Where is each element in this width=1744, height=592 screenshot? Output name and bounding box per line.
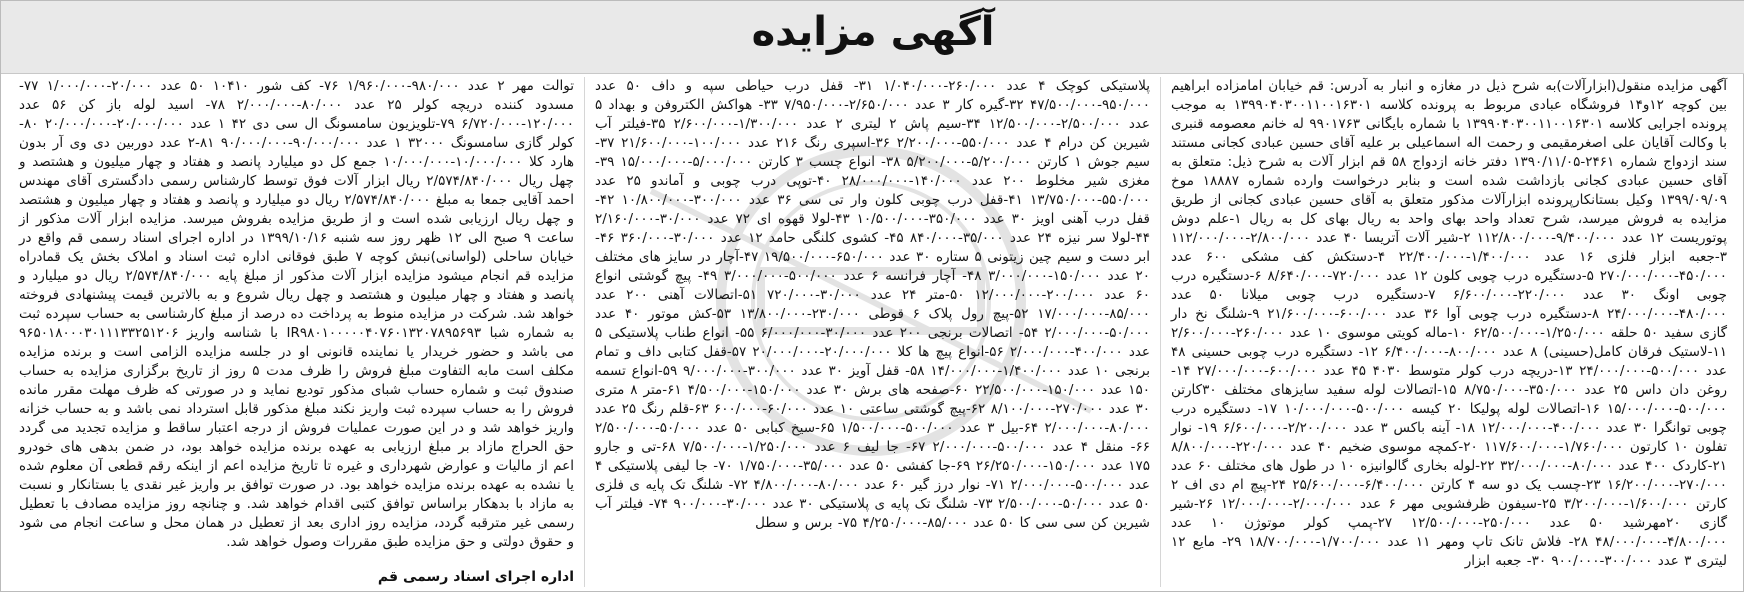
issuer-signature: اداره اجرای اسناد رسمی قم (377, 569, 574, 585)
notice-column-middle (585, 77, 1161, 587)
notice-header (1, 1, 1744, 74)
notice-column-left (9, 77, 585, 587)
notice-title: آگهی مزایده (751, 9, 995, 55)
notice-body-part-1: آگهی مزایده منقول(ابزارآلات)به شرح ذیل در مغازه و انبار به آدرس: قم خیابان امامزاده ابراهیم بین کوچه ۱۲و۱۴ فروشگاه عبادی مربوط به پرونده کلاسه ۱۳۹۹۰۴۰۳۰۰۱۱۰۰۱۶۳۰۱ به موجب پرونده اجرایی کلاسه ۱۳۹۹۰۴۰۳۰۰۱۱۰۰۱۶۳۰۱ با شماره بایگانی ۹۹۰۱۷۶۳ له خانم معصومه قنبری با وکالت آقایان علی اصغرمقیمی و رحمت اله اسماعیلی بر علیه آقای حسین عبادی کجانی مستند سند ازدواج شماره ۲۴۶۱-۱۳۹۰/۱۱/۰۵ دفتر خانه ازدواج ۵۸ قم ابزار آلات به شرح ذیل: متعلق به آقای حسین عبادی کجانی بازداشت شده است و بنابر درخواست وارده شماره ۱۸۸۸۷ موخ ۱۳۹۹/۰۹/۰۹ وکیل بستانکارپرونده ابزارآلات مذکور متعلق به آقای حسین عبادی کجانی از طریق مزایده به فروش میرسد، شرح تعداد واحد بهای واحد به ریال بهای کل به ریال ۱-علم دوش پوتوریست ۱۲ عدد ۹/۴۰۰/۰۰۰-۱۱۲/۸۰۰/۰۰۰ ۲-شیر آلات آتریسا ۴۰ عدد ۲/۸۰۰/۰۰۰-۱۱۲/۰۰۰/۰۰۰ ۳-جعبه ابزار فلزی ۱۶ عدد ۱/۴۰۰/۰۰۰-۲۲/۴۰۰/۰۰۰ ۴-دستکش کف مشکی ۶۰۰ عدد ۴۵۰/۰۰۰-۲۷۰/۰۰۰/۰۰۰ ۵-دستگیره درب چوبی کلون ۱۲ عدد ۷۲۰/۰۰۰-۸/۶۴۰/۰۰۰ ۶-دستگیره درب چوبی اونگ ۳۰ عدد ۲۲۰/۰۰۰-۶/۶۰۰/۰۰۰ ۷-دستگیره درب چوبی میلانا ۵۰ عدد ۴۸۰/۰۰۰-۲۴/۰۰۰/۰۰۰ ۸-دستگیره درب چوبی آوا ۳۶ عدد ۶۰۰/۰۰۰-۲۱/۶۰۰/۰۰۰ ۹-شلنگ نخ دار گازی سفید ۵۰ حلقه ۱/۲۵۰/۰۰۰-۶۲/۵۰۰/۰۰۰ ۱۰-ماله کویتی موسوی ۱۰ عدد ۲۶۰/۰۰۰-۲/۶۰۰/۰۰۰ ۱۱-لاستیک فرقان کامل(حسینی) ۸ عدد ۸۰۰/۰۰۰-۶/۴۰۰/۰۰۰ ۱۲- دستگیره درب چوبی حسینی ۴۸ عدد ۵۰۰/۰۰۰-۲۴/۰۰۰/۰۰۰ ۱۳-دریچه درب کولر متوسط ۴۰۳۰ ۴۵ عدد ۶۰۰/۰۰۰-۲۷/۰۰۰/۰۰۰ ۱۴-روغن دان داس ۲۵ عدد ۳۵۰/۰۰۰-۸/۷۵۰/۰۰۰ ۱۵-اتصالات لوله سفید سایزهای مختلف ۳۰کارتن ۵۰۰/۰۰۰-۱۵/۰۰۰/۰۰۰ ۱۶-اتصالات لوله پولیکا ۲۰ کیسه ۵۰۰/۰۰۰-۱۰/۰۰۰/۰۰۰ ۱۷- دستگیره درب چوبی توانگرا ۳۰ عدد ۴۰۰/۰۰۰-۱۲/۰۰۰/۰۰۰ ۱۸- آینه باکس ۳ عدد ۲/۲۰۰/۰۰۰-۶/۶۰۰/۰۰۰ ۱۹- نوار تفلون ۱۰ کارتون ۱/۷۶۰/۰۰۰-۱۱۷/۶۰۰/۰۰۰ ۲۰-کمچه موسوی ضخیم ۴۰ عدد ۲۲۰/۰۰۰-۸/۸۰۰/۰۰۰ ۲۱-کاردک ۴۰۰ عدد ۸۰/۰۰۰-۳۲/۰۰۰/۰۰۰ ۲۲-لوله بخاری گالوانیزه ۱۰ در طول های مختلف ۶۰ عدد ۲۷۰/۰۰۰-۱۶/۲۰۰/۰۰۰ ۲۳-چسب یک دو سه ۴ کارتن ۶/۴۰۰/۰۰۰-۲۵/۶۰۰/۰۰۰ ۲۴-پیچ ام دی اف ۲ کارتن ۱/۶۰۰/۰۰۰-۳/۲۰۰/۰۰۰ ۲۵-سیفون ظرفشویی مهر ۶ عدد ۲/۰۰۰/۰۰۰-۱۲/۰۰۰/۰۰۰ ۲۶-شیر گازی ۲۰مهرشید ۵۰ عدد ۲۵۰/۰۰۰-۱۲/۵۰۰/۰۰۰ ۲۷-پمپ کولر موتوژن ۱۰ عدد ۴/۸۰۰/۰۰۰-۴۸/۰۰۰/۰۰۰ ۲۸- فلاش تانک تاپ ومهر ۱۱ عدد ۱/۷۰۰/۰۰۰-۱۸/۷۰۰/۰۰۰ ۲۹- مایع ۱۲ لیتری ۳ عدد ۳۰۰/۰۰۰-۹۰۰/۰۰۰ ۳۰- جعبه ابزار (1171, 78, 1728, 569)
notice-column-right (1161, 77, 1737, 587)
notice-body-part-3: توالت مهر ۲ عدد ۹۸۰/۰۰۰-۱/۹۶۰/۰۰۰ ۷۶- کف شور ۱۰۴۱۰ ۵۰ عدد ۲۰/۰۰۰-۱/۰۰۰/۰۰۰ ۷۷- مسدود کننده دریچه کولر ۲۵ عدد ۸۰/۰۰۰-۲/۰۰۰/۰۰۰ ۷۸- اسید لوله باز کن ۵۶ عدد ۱۲۰/۰۰۰-۶/۷۲۰/۰۰۰ ۷۹-تلویزیون سامسونگ ال سی دی ۴۲ ۱ عدد ۲۰/۰۰۰/۰۰۰-۲۰/۰۰۰/۰۰۰ ۸۰- کولر گازی سامسونگ ۳۲۰۰۰ ۱ عدد ۹۰/۰۰۰/۰۰۰-۹۰/۰۰۰/۰۰۰ ۸۱-۲ عدد دوربین دی وی آر بدون هارد کلا ۱۰/۰۰۰/۰۰۰-۱۰/۰۰۰/۰۰۰ جمع کل دو میلیارد پانصد و هفتاد و چهار میلیون و هشتصد و چهل ریال ۲/۵۷۴/۸۴۰/۰۰۰ ریال ابزار آلات فوق توسط کارشناس رسمی دادگستری آقای مهندس احمد آقایی جمعا به مبلغ ۲/۵۷۴/۸۴۰/۰۰۰ ریال دو میلیارد و پانصد و هفتاد و چهار میلیون و هشتصد و چهل ریال ارزیابی شده است و از طریق مزایده بفروش میرسد. مزایده ابزار آلات مذکور از ساعت ۹ صبح الی ۱۲ ظهر روز سه شنبه ۱۳۹۹/۱۰/۱۶ در اداره اجرای اسناد رسمی قم واقع در خیابان ساحلی (لواسانی)نبش کوچه ۷ طبق فوقانی اداره ثبت اسناد و املاک بخش یک قمادراه مزایده قم انجام میشود مزایده ابزار آلات مذکور از مبلغ پایه ۲/۵۷۴/۸۴۰/۰۰۰ ریال دو میلیارد و پانصد و هفتاد و چهار میلیون و هشتصد و چهل ریال شروع و به بالاترین قیمت پیشنهادی فروخته خواهد شد. شرکت در مزایده منوط به پرداخت ده درصد از مبلغ کارشناسی به حساب سپرده ثبت به شماره شبا IR۹۸۰۱۰۰۰۰۰۴۰۷۶۰۱۳۲۰۷۸۹۵۶۹۳ با شناسه واریز ۹۶۵۰۱۸۰۰۰۳۰۱۱۱۳۳۲۵۱۲۰۶ می باشد و حضور خریدار یا نماینده قانونی او در جلسه مزایده الزامی است و برنده مزایده مکلف است مابه التفاوت مبلغ فروش را ظرف مدت ۵ روز از تاریخ برگزاری مزایده به حساب صندوق ثبت و شماره حساب شبای مذکور تودیع نماید و در صورتی که ظرف مهلت مقرر مانده فروش را به حساب سپرده ثبت واریز نکند مبلغ مذکور قابل استرداد نمی باشد و به حساب خزانه واریز خواهد شد و در این صورت عملیات فروش از درجه اعتبار ساقط و مزایده تجدید می گردد حق الحراج مازاد بر مبلغ ارزیابی به عهده برنده مزایده خواهد بود، در ضمن بدهی های خودرو اعم از مالیات و عوارض شهرداری و غیره تا تاریخ مزایده اعم از اینکه رقم قطعی آن معلوم شده یا نشده به عهده برنده مزایده خواهد بود. در صورت توافق بر واریز غیر نقدی یا بستانکار و نسبت به مازاد با بدهکار براساس توافق کتبی اقدام خواهد شد. و چنانچه روز مزایده مصادف با تعطیل رسمی غیر مترقبه گردد، مزایده روز اداری بعد از تعطیل در همان محل و ساعت انجام می شود و حقوق دولتی و حق مزایده طبق مقررات وصول خواهد شد. (19, 78, 575, 550)
notice-columns (9, 77, 1737, 587)
notice-body-part-2: پلاستیکی کوچک ۴ عدد ۲۶۰/۰۰۰-۱/۰۴۰/۰۰۰ ۳۱- قفل درب حیاطی سپه و داف ۵۰ عدد ۹۵۰/۰۰۰-۴۷/۵۰۰/۰۰۰ ۳۲-گیره کار ۳ عدد ۲/۶۵۰/۰۰۰-۷/۹۵۰/۰۰۰ ۳۳- هواکش الکتروفن و بهداد ۵ عدد ۲/۵۰۰/۰۰۰-۱۲/۵۰۰/۰۰۰ ۳۴-سیم پاش ۲ لیتری ۲ عدد ۱/۳۰۰/۰۰۰-۲/۶۰۰/۰۰۰ ۳۵-فیلتر آب شیرین کن درام ۴ عدد ۵۵۰/۰۰۰-۲/۲۰۰/۰۰۰ ۳۶-اسپری رنگ ۲۱۶ عدد ۱۰۰/۰۰۰-۲۱/۶۰۰/۰۰۰ ۳۷-سیم جوش ۱ کارتن ۵/۲۰۰/۰۰۰-۵/۲۰۰/۰۰۰ ۳۸- انواع چسب ۳ کارتن ۵/۰۰۰/۰۰۰-۱۵/۰۰۰/۰۰۰ ۳۹-مغزی شیر مخلوط ۲۰۰ عدد ۱۴۰/۰۰۰-۲۸/۰۰۰/۰۰۰ ۴۰-توپی درب چوبی و آماندو ۲۵ عدد ۵۵۰/۰۰۰-۱۳/۷۵۰/۰۰۰ ۴۱-قفل درب چوبی کلون وار تی سی ۳۶ عدد ۳۰۰/۰۰۰-۱۰/۸۰۰/۰۰۰ ۴۲-قفل درب آهنی اویز ۳۰ عدد ۳۵۰/۰۰۰-۱۰/۵۰۰/۰۰۰ ۴۳-لولا قهوه ای ۷۲ عدد ۳۰/۰۰۰-۲/۱۶۰/۰۰۰ ۴۴-لولا سر نیزه ۲۴ عدد ۳۵/۰۰۰-۸۴۰/۰۰۰ ۴۵- کشوی کلنگی حامد ۱۲ عدد ۳۰/۰۰۰-۳۶۰/۰۰۰ ۴۶-ابر دست و سیم چین زیتونی ۵ ستاره ۳۰ عدد ۶۵۰/۰۰۰-۱۹/۵۰۰/۰۰۰ ۴۷-آچار در سایز های مختلف ۲۰ عدد ۱۵۰/۰۰۰-۳/۰۰۰/۰۰۰ ۴۸- آچار فرانسه ۶ عدد ۵۰۰/۰۰۰-۳/۰۰۰/۰۰۰ ۴۹- پیچ گوشتی انواع ۶۰ عدد ۲۰۰/۰۰۰-۱۲/۰۰۰/۰۰۰ ۵۰-متر ۲۴ عدد ۳۰/۰۰۰-۷۲۰/۰۰۰ ۵۱-اتصالات آهنی ۲۰۰ عدد ۸۵/۰۰۰-۱۷/۰۰۰/۰۰۰ ۵۲-پیچ رول پلاک ۶ قوطی ۲۳۰/۰۰۰-۱۳/۸۰۰/۰۰۰ ۵۳-کش موتور ۴۰ عدد ۵۰/۰۰۰-۲/۰۰۰/۰۰۰ ۵۴- اتصالات برنجی ۲۰۰ عدد ۳۰/۰۰۰-۶/۰۰۰/۰۰۰ ۵۵- انواع طناب پلاستیکی ۵ عدد ۴۰۰/۰۰۰-۲/۰۰۰/۰۰۰ ۵۶-انواع پیچ ها کلا ۲۰/۰۰۰/۰۰۰-۲۰/۰۰۰/۰۰۰ ۵۷-قفل کتابی داف و تمام برنجی ۱۰ عدد ۱/۴۰۰/۰۰۰-۱۴/۰۰۰/۰۰۰ ۵۸- قفل آویز ۳۰ عدد ۳۰۰/۰۰۰-۹/۰۰۰/۰۰۰ ۵۹-انواع تسمه ۱۵۰ عدد ۱۵۰/۰۰۰-۲۲/۵۰۰/۰۰۰ ۶۰-صفحه های برش ۳۰ عدد ۱۵۰/۰۰۰-۴/۵۰۰/۰۰۰ ۶۱-متر ۸ متری ۳۰ عدد ۲۷۰/۰۰۰-۸/۱۰۰/۰۰۰ ۶۲-پیچ گوشتی ساعتی ۱۰ عدد ۶۰/۰۰۰-۶۰۰/۰۰۰ ۶۳-قلم رنگ ۲۵ عدد ۸۰/۰۰۰-۲/۰۰۰/۰۰۰ ۶۴-بیل ۳ عدد ۵۰۰/۰۰۰-۱/۵۰۰/۰۰۰ ۶۵-سیخ کبابی ۵۰ عدد ۵۰/۰۰۰-۲/۵۰۰/۰۰۰ ۶۶- منقل ۴ عدد ۵۰۰/۰۰۰-۲/۰۰۰/۰۰۰ ۶۷- جا لیف ۶ عدد ۱/۲۵۰/۰۰۰-۷/۵۰۰/۰۰۰ ۶۸-تی و جارو ۱۷۵ عدد ۱۵۰/۰۰۰-۲۶/۲۵۰/۰۰۰ ۶۹-جا کفشی ۵۰ عدد ۳۵/۰۰۰-۱/۷۵۰/۰۰۰ ۷۰- جا لیفی پلاستیکی ۴ عدد ۵۰۰/۰۰۰-۲/۰۰۰/۰۰۰ ۷۱- نوار درز گیر ۶۰ عدد ۸۰/۰۰۰-۴/۸۰۰/۰۰۰ ۷۲- شلنگ تک پایه ی فلزی ۵۰ عدد ۵۰/۰۰۰-۲/۵۰۰/۰۰۰ ۷۳- شلنگ تک پایه ی پلاستیکی ۳۰ عدد ۳۰/۰۰۰-۹۰۰/۰۰۰ ۷۴- فیلتر آب شیرین کن سی سی کا ۵۰ عدد ۸۵/۰۰۰-۴/۲۵۰/۰۰۰ ۷۵- برس و سطل (595, 78, 1151, 531)
